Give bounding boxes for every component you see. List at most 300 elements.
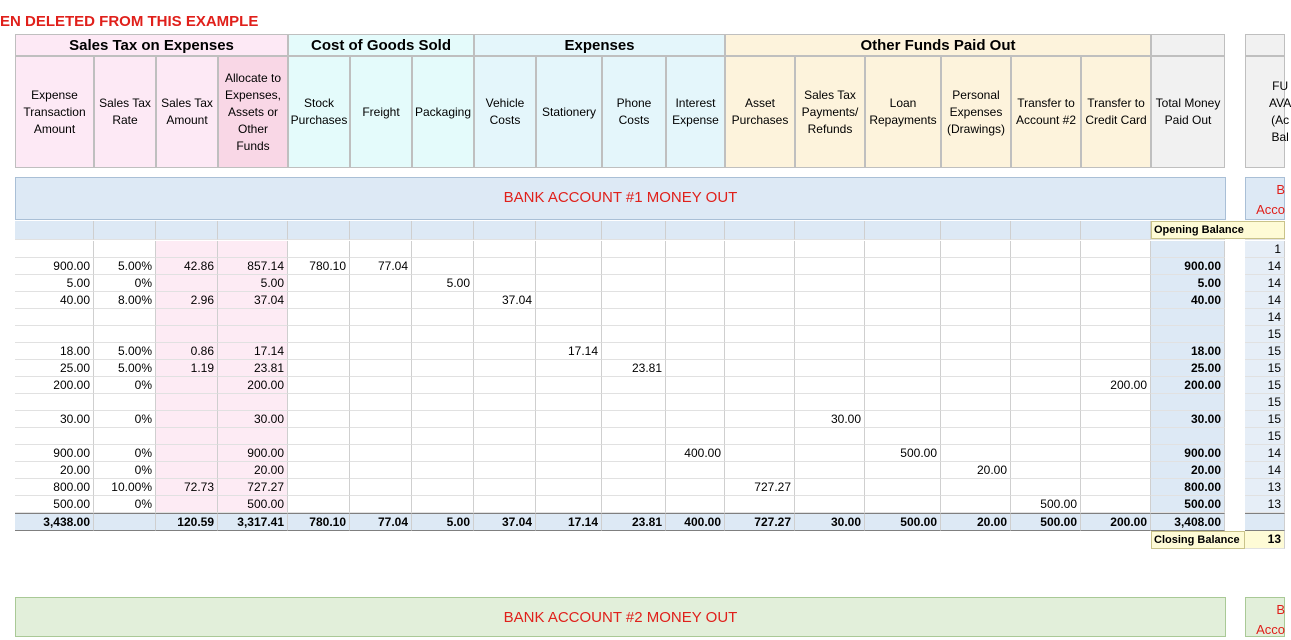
table-cell[interactable] xyxy=(666,462,725,479)
table-cell[interactable] xyxy=(1011,343,1081,360)
totals-cell[interactable]: 500.00 xyxy=(865,513,941,531)
table-cell[interactable] xyxy=(1011,241,1081,258)
table-cell[interactable]: 25.00 xyxy=(15,360,94,377)
table-cell[interactable] xyxy=(865,343,941,360)
table-cell[interactable] xyxy=(1011,292,1081,309)
totals-cell[interactable] xyxy=(94,513,156,531)
table-cell[interactable]: 0% xyxy=(94,445,156,462)
table-cell[interactable] xyxy=(412,241,474,258)
table-cell[interactable]: 900.00 xyxy=(1151,445,1225,462)
table-cell[interactable] xyxy=(941,258,1011,275)
column-header[interactable] xyxy=(218,56,288,168)
table-cell[interactable] xyxy=(1011,428,1081,445)
blank-subheader-cell[interactable] xyxy=(725,221,795,240)
table-cell[interactable] xyxy=(288,428,350,445)
table-cell[interactable] xyxy=(94,241,156,258)
table-cell[interactable] xyxy=(156,241,218,258)
table-cell[interactable] xyxy=(474,360,536,377)
blank-subheader-cell[interactable] xyxy=(602,221,666,240)
table-cell[interactable] xyxy=(1151,241,1225,258)
table-cell[interactable] xyxy=(536,445,602,462)
table-cell[interactable]: 72.73 xyxy=(156,479,218,496)
table-cell[interactable] xyxy=(412,258,474,275)
table-cell[interactable] xyxy=(412,292,474,309)
table-cell[interactable]: 727.27 xyxy=(725,479,795,496)
table-cell[interactable] xyxy=(474,462,536,479)
table-cell[interactable] xyxy=(725,309,795,326)
table-cell[interactable] xyxy=(350,326,412,343)
table-cell[interactable]: 14 xyxy=(1245,309,1285,326)
table-cell[interactable] xyxy=(15,428,94,445)
blank-subheader-cell[interactable] xyxy=(536,221,602,240)
table-cell[interactable] xyxy=(666,479,725,496)
table-cell[interactable] xyxy=(602,292,666,309)
table-cell[interactable]: 800.00 xyxy=(15,479,94,496)
table-cell[interactable] xyxy=(865,326,941,343)
table-cell[interactable]: 14 xyxy=(1245,275,1285,292)
table-cell[interactable]: 200.00 xyxy=(1081,377,1151,394)
table-cell[interactable] xyxy=(1081,309,1151,326)
table-cell[interactable] xyxy=(350,445,412,462)
table-cell[interactable] xyxy=(412,496,474,513)
table-cell[interactable] xyxy=(474,428,536,445)
table-cell[interactable] xyxy=(795,462,865,479)
totals-cell[interactable]: 3,438.00 xyxy=(15,513,94,531)
table-cell[interactable] xyxy=(1151,309,1225,326)
column-header[interactable] xyxy=(412,56,474,168)
table-cell[interactable]: 800.00 xyxy=(1151,479,1225,496)
table-cell[interactable]: 500.00 xyxy=(15,496,94,513)
table-cell[interactable] xyxy=(941,428,1011,445)
table-cell[interactable] xyxy=(865,411,941,428)
table-cell[interactable] xyxy=(350,411,412,428)
table-cell[interactable] xyxy=(865,394,941,411)
table-cell[interactable] xyxy=(941,496,1011,513)
table-cell[interactable]: 20.00 xyxy=(218,462,288,479)
table-cell[interactable] xyxy=(156,462,218,479)
table-cell[interactable] xyxy=(156,309,218,326)
table-cell[interactable] xyxy=(474,258,536,275)
table-cell[interactable] xyxy=(474,377,536,394)
table-cell[interactable] xyxy=(941,343,1011,360)
table-cell[interactable] xyxy=(536,360,602,377)
table-cell[interactable] xyxy=(602,496,666,513)
table-cell[interactable]: 40.00 xyxy=(15,292,94,309)
table-cell[interactable] xyxy=(536,326,602,343)
totals-cell[interactable]: 77.04 xyxy=(350,513,412,531)
table-cell[interactable] xyxy=(156,496,218,513)
table-cell[interactable] xyxy=(218,326,288,343)
table-cell[interactable]: 15 xyxy=(1245,377,1285,394)
blank-subheader-cell[interactable] xyxy=(795,221,865,240)
table-cell[interactable] xyxy=(795,428,865,445)
table-cell[interactable] xyxy=(602,394,666,411)
table-cell[interactable] xyxy=(1081,394,1151,411)
table-cell[interactable] xyxy=(536,292,602,309)
table-cell[interactable] xyxy=(15,394,94,411)
table-cell[interactable]: 18.00 xyxy=(15,343,94,360)
blank-subheader-cell[interactable] xyxy=(865,221,941,240)
table-cell[interactable] xyxy=(288,394,350,411)
totals-cell[interactable]: 17.14 xyxy=(536,513,602,531)
table-cell[interactable]: 5.00% xyxy=(94,343,156,360)
table-cell[interactable] xyxy=(865,292,941,309)
table-cell[interactable] xyxy=(474,275,536,292)
table-cell[interactable] xyxy=(941,360,1011,377)
table-cell[interactable] xyxy=(288,343,350,360)
table-cell[interactable]: 200.00 xyxy=(1151,377,1225,394)
table-cell[interactable] xyxy=(350,343,412,360)
table-cell[interactable] xyxy=(350,479,412,496)
table-cell[interactable] xyxy=(156,445,218,462)
table-cell[interactable] xyxy=(725,326,795,343)
table-cell[interactable]: 5.00% xyxy=(94,360,156,377)
table-cell[interactable] xyxy=(666,326,725,343)
table-cell[interactable] xyxy=(412,360,474,377)
table-cell[interactable] xyxy=(474,343,536,360)
table-cell[interactable]: 0% xyxy=(94,377,156,394)
column-header[interactable] xyxy=(15,56,94,168)
table-cell[interactable] xyxy=(941,445,1011,462)
table-cell[interactable] xyxy=(474,326,536,343)
table-cell[interactable]: 900.00 xyxy=(15,445,94,462)
table-cell[interactable] xyxy=(1081,241,1151,258)
table-cell[interactable] xyxy=(725,360,795,377)
table-cell[interactable]: 900.00 xyxy=(15,258,94,275)
table-cell[interactable] xyxy=(1081,292,1151,309)
table-cell[interactable] xyxy=(865,309,941,326)
table-cell[interactable] xyxy=(666,377,725,394)
totals-cell[interactable]: 5.00 xyxy=(412,513,474,531)
table-cell[interactable] xyxy=(941,411,1011,428)
table-cell[interactable] xyxy=(350,377,412,394)
table-cell[interactable] xyxy=(865,479,941,496)
blank-subheader-cell[interactable] xyxy=(288,221,350,240)
table-cell[interactable]: 30.00 xyxy=(1151,411,1225,428)
table-cell[interactable]: 15 xyxy=(1245,360,1285,377)
table-cell[interactable] xyxy=(941,377,1011,394)
blank-subheader-cell[interactable] xyxy=(412,221,474,240)
table-cell[interactable]: 23.81 xyxy=(602,360,666,377)
table-cell[interactable] xyxy=(1081,343,1151,360)
table-cell[interactable]: 857.14 xyxy=(218,258,288,275)
column-header[interactable] xyxy=(1245,56,1291,168)
table-cell[interactable] xyxy=(156,326,218,343)
totals-cell[interactable]: 400.00 xyxy=(666,513,725,531)
table-cell[interactable] xyxy=(1081,445,1151,462)
table-cell[interactable]: 20.00 xyxy=(941,462,1011,479)
table-cell[interactable] xyxy=(865,275,941,292)
table-cell[interactable]: 14 xyxy=(1245,258,1285,275)
table-cell[interactable] xyxy=(288,479,350,496)
table-cell[interactable]: 23.81 xyxy=(218,360,288,377)
table-cell[interactable] xyxy=(1081,479,1151,496)
table-cell[interactable] xyxy=(15,309,94,326)
blank-subheader-cell[interactable] xyxy=(218,221,288,240)
table-cell[interactable]: 14 xyxy=(1245,445,1285,462)
table-cell[interactable]: 42.86 xyxy=(156,258,218,275)
table-cell[interactable] xyxy=(474,309,536,326)
table-cell[interactable] xyxy=(725,394,795,411)
table-cell[interactable] xyxy=(602,343,666,360)
table-cell[interactable]: 15 xyxy=(1245,411,1285,428)
table-cell[interactable] xyxy=(412,479,474,496)
table-cell[interactable] xyxy=(1011,275,1081,292)
table-cell[interactable]: 200.00 xyxy=(218,377,288,394)
table-cell[interactable] xyxy=(536,462,602,479)
table-cell[interactable]: 10.00% xyxy=(94,479,156,496)
table-cell[interactable] xyxy=(941,241,1011,258)
table-cell[interactable] xyxy=(412,462,474,479)
table-cell[interactable] xyxy=(1081,496,1151,513)
blank-subheader-cell[interactable] xyxy=(1011,221,1081,240)
table-cell[interactable] xyxy=(941,479,1011,496)
table-cell[interactable] xyxy=(1081,275,1151,292)
table-cell[interactable] xyxy=(350,241,412,258)
table-cell[interactable]: 500.00 xyxy=(1011,496,1081,513)
table-cell[interactable] xyxy=(412,326,474,343)
table-cell[interactable] xyxy=(1011,479,1081,496)
table-cell[interactable] xyxy=(474,479,536,496)
blank-subheader-cell[interactable] xyxy=(941,221,1011,240)
table-cell[interactable] xyxy=(725,275,795,292)
table-cell[interactable] xyxy=(602,428,666,445)
totals-cell[interactable] xyxy=(1245,513,1285,531)
table-cell[interactable] xyxy=(412,445,474,462)
column-header[interactable] xyxy=(1151,56,1225,168)
table-cell[interactable] xyxy=(602,241,666,258)
column-header[interactable] xyxy=(941,56,1011,168)
table-cell[interactable]: 17.14 xyxy=(218,343,288,360)
table-cell[interactable] xyxy=(666,496,725,513)
table-cell[interactable] xyxy=(350,394,412,411)
table-cell[interactable] xyxy=(666,411,725,428)
column-header[interactable] xyxy=(725,56,795,168)
column-header[interactable] xyxy=(1081,56,1151,168)
table-cell[interactable] xyxy=(941,275,1011,292)
table-cell[interactable] xyxy=(288,445,350,462)
table-cell[interactable]: 400.00 xyxy=(666,445,725,462)
table-cell[interactable] xyxy=(725,428,795,445)
table-cell[interactable]: 77.04 xyxy=(350,258,412,275)
table-cell[interactable]: 5.00% xyxy=(94,258,156,275)
table-cell[interactable] xyxy=(350,309,412,326)
table-cell[interactable] xyxy=(602,275,666,292)
table-cell[interactable] xyxy=(412,309,474,326)
table-cell[interactable] xyxy=(725,292,795,309)
table-cell[interactable]: 37.04 xyxy=(218,292,288,309)
table-cell[interactable] xyxy=(795,445,865,462)
table-cell[interactable]: 0.86 xyxy=(156,343,218,360)
totals-cell[interactable]: 30.00 xyxy=(795,513,865,531)
table-cell[interactable] xyxy=(288,275,350,292)
table-cell[interactable] xyxy=(350,275,412,292)
table-cell[interactable]: 8.00% xyxy=(94,292,156,309)
table-cell[interactable] xyxy=(666,309,725,326)
totals-cell[interactable]: 3,317.41 xyxy=(218,513,288,531)
table-cell[interactable]: 5.00 xyxy=(218,275,288,292)
table-cell[interactable] xyxy=(536,411,602,428)
table-cell[interactable] xyxy=(795,377,865,394)
table-cell[interactable] xyxy=(536,241,602,258)
table-cell[interactable] xyxy=(941,309,1011,326)
table-cell[interactable] xyxy=(412,394,474,411)
table-cell[interactable] xyxy=(474,445,536,462)
table-cell[interactable] xyxy=(1011,462,1081,479)
table-cell[interactable] xyxy=(666,360,725,377)
table-cell[interactable]: 727.27 xyxy=(218,479,288,496)
table-cell[interactable] xyxy=(288,309,350,326)
table-cell[interactable]: 30.00 xyxy=(15,411,94,428)
table-cell[interactable] xyxy=(602,445,666,462)
totals-cell[interactable]: 500.00 xyxy=(1011,513,1081,531)
table-cell[interactable] xyxy=(474,411,536,428)
table-cell[interactable] xyxy=(412,343,474,360)
column-header[interactable] xyxy=(156,56,218,168)
table-cell[interactable] xyxy=(666,241,725,258)
table-cell[interactable]: 15 xyxy=(1245,428,1285,445)
table-cell[interactable] xyxy=(288,326,350,343)
table-cell[interactable] xyxy=(865,241,941,258)
table-cell[interactable]: 2.96 xyxy=(156,292,218,309)
blank-subheader-cell[interactable] xyxy=(15,221,94,240)
table-cell[interactable] xyxy=(725,377,795,394)
table-cell[interactable]: 900.00 xyxy=(218,445,288,462)
table-cell[interactable] xyxy=(725,445,795,462)
totals-cell[interactable]: 200.00 xyxy=(1081,513,1151,531)
column-header[interactable] xyxy=(865,56,941,168)
table-cell[interactable] xyxy=(474,496,536,513)
table-cell[interactable]: 25.00 xyxy=(1151,360,1225,377)
table-cell[interactable] xyxy=(1081,360,1151,377)
column-header[interactable] xyxy=(288,56,350,168)
table-cell[interactable] xyxy=(288,496,350,513)
table-cell[interactable] xyxy=(1081,411,1151,428)
table-cell[interactable] xyxy=(795,241,865,258)
table-cell[interactable] xyxy=(1011,377,1081,394)
table-cell[interactable] xyxy=(666,343,725,360)
table-cell[interactable] xyxy=(156,377,218,394)
table-cell[interactable] xyxy=(1081,326,1151,343)
table-cell[interactable] xyxy=(1011,445,1081,462)
table-cell[interactable] xyxy=(666,275,725,292)
blank-subheader-cell[interactable] xyxy=(350,221,412,240)
table-cell[interactable] xyxy=(602,258,666,275)
table-cell[interactable]: 15 xyxy=(1245,394,1285,411)
table-cell[interactable] xyxy=(725,411,795,428)
table-cell[interactable] xyxy=(288,377,350,394)
column-header[interactable] xyxy=(795,56,865,168)
table-cell[interactable]: 0% xyxy=(94,411,156,428)
table-cell[interactable]: 14 xyxy=(1245,292,1285,309)
table-cell[interactable] xyxy=(536,275,602,292)
table-cell[interactable] xyxy=(156,411,218,428)
table-cell[interactable] xyxy=(350,360,412,377)
table-cell[interactable] xyxy=(1151,326,1225,343)
table-cell[interactable] xyxy=(725,258,795,275)
table-cell[interactable] xyxy=(218,241,288,258)
table-cell[interactable] xyxy=(156,394,218,411)
table-cell[interactable]: 30.00 xyxy=(795,411,865,428)
table-cell[interactable]: 5.00 xyxy=(412,275,474,292)
table-cell[interactable] xyxy=(350,428,412,445)
table-cell[interactable] xyxy=(795,258,865,275)
table-cell[interactable] xyxy=(218,309,288,326)
table-cell[interactable] xyxy=(288,241,350,258)
closing-balance-value[interactable]: 13 xyxy=(1245,531,1285,549)
table-cell[interactable]: 500.00 xyxy=(1151,496,1225,513)
table-cell[interactable] xyxy=(288,462,350,479)
table-cell[interactable] xyxy=(350,462,412,479)
totals-cell[interactable]: 120.59 xyxy=(156,513,218,531)
table-cell[interactable] xyxy=(795,292,865,309)
table-cell[interactable] xyxy=(602,462,666,479)
table-cell[interactable] xyxy=(94,394,156,411)
table-cell[interactable] xyxy=(795,496,865,513)
table-cell[interactable] xyxy=(941,326,1011,343)
column-header[interactable] xyxy=(474,56,536,168)
table-cell[interactable] xyxy=(666,292,725,309)
table-cell[interactable] xyxy=(412,411,474,428)
table-cell[interactable] xyxy=(288,411,350,428)
table-cell[interactable] xyxy=(602,309,666,326)
table-cell[interactable] xyxy=(795,360,865,377)
table-cell[interactable] xyxy=(1081,428,1151,445)
table-cell[interactable] xyxy=(865,428,941,445)
table-cell[interactable] xyxy=(865,462,941,479)
table-cell[interactable] xyxy=(1011,309,1081,326)
table-cell[interactable] xyxy=(865,258,941,275)
table-cell[interactable]: 5.00 xyxy=(1151,275,1225,292)
table-cell[interactable] xyxy=(1011,394,1081,411)
blank-subheader-cell[interactable] xyxy=(94,221,156,240)
table-cell[interactable] xyxy=(865,360,941,377)
table-cell[interactable] xyxy=(725,343,795,360)
table-cell[interactable] xyxy=(536,496,602,513)
blank-subheader-cell[interactable] xyxy=(1081,221,1151,240)
table-cell[interactable] xyxy=(795,343,865,360)
column-header[interactable] xyxy=(666,56,725,168)
table-cell[interactable] xyxy=(725,241,795,258)
table-cell[interactable] xyxy=(474,241,536,258)
totals-cell[interactable]: 3,408.00 xyxy=(1151,513,1225,531)
table-cell[interactable] xyxy=(666,258,725,275)
table-cell[interactable]: 15 xyxy=(1245,326,1285,343)
table-cell[interactable]: 13 xyxy=(1245,496,1285,513)
table-cell[interactable] xyxy=(288,360,350,377)
table-cell[interactable] xyxy=(1011,258,1081,275)
table-cell[interactable] xyxy=(412,377,474,394)
table-cell[interactable] xyxy=(666,394,725,411)
table-cell[interactable] xyxy=(725,496,795,513)
table-cell[interactable] xyxy=(725,462,795,479)
table-cell[interactable] xyxy=(218,428,288,445)
table-cell[interactable]: 17.14 xyxy=(536,343,602,360)
table-cell[interactable] xyxy=(412,428,474,445)
totals-cell[interactable]: 37.04 xyxy=(474,513,536,531)
table-cell[interactable] xyxy=(536,394,602,411)
table-cell[interactable] xyxy=(94,326,156,343)
table-cell[interactable] xyxy=(795,275,865,292)
table-cell[interactable]: 14 xyxy=(1245,462,1285,479)
table-cell[interactable] xyxy=(795,394,865,411)
table-cell[interactable] xyxy=(1081,462,1151,479)
table-cell[interactable] xyxy=(94,428,156,445)
totals-cell[interactable]: 23.81 xyxy=(602,513,666,531)
table-cell[interactable]: 20.00 xyxy=(15,462,94,479)
table-cell[interactable] xyxy=(1151,394,1225,411)
table-cell[interactable] xyxy=(1011,326,1081,343)
